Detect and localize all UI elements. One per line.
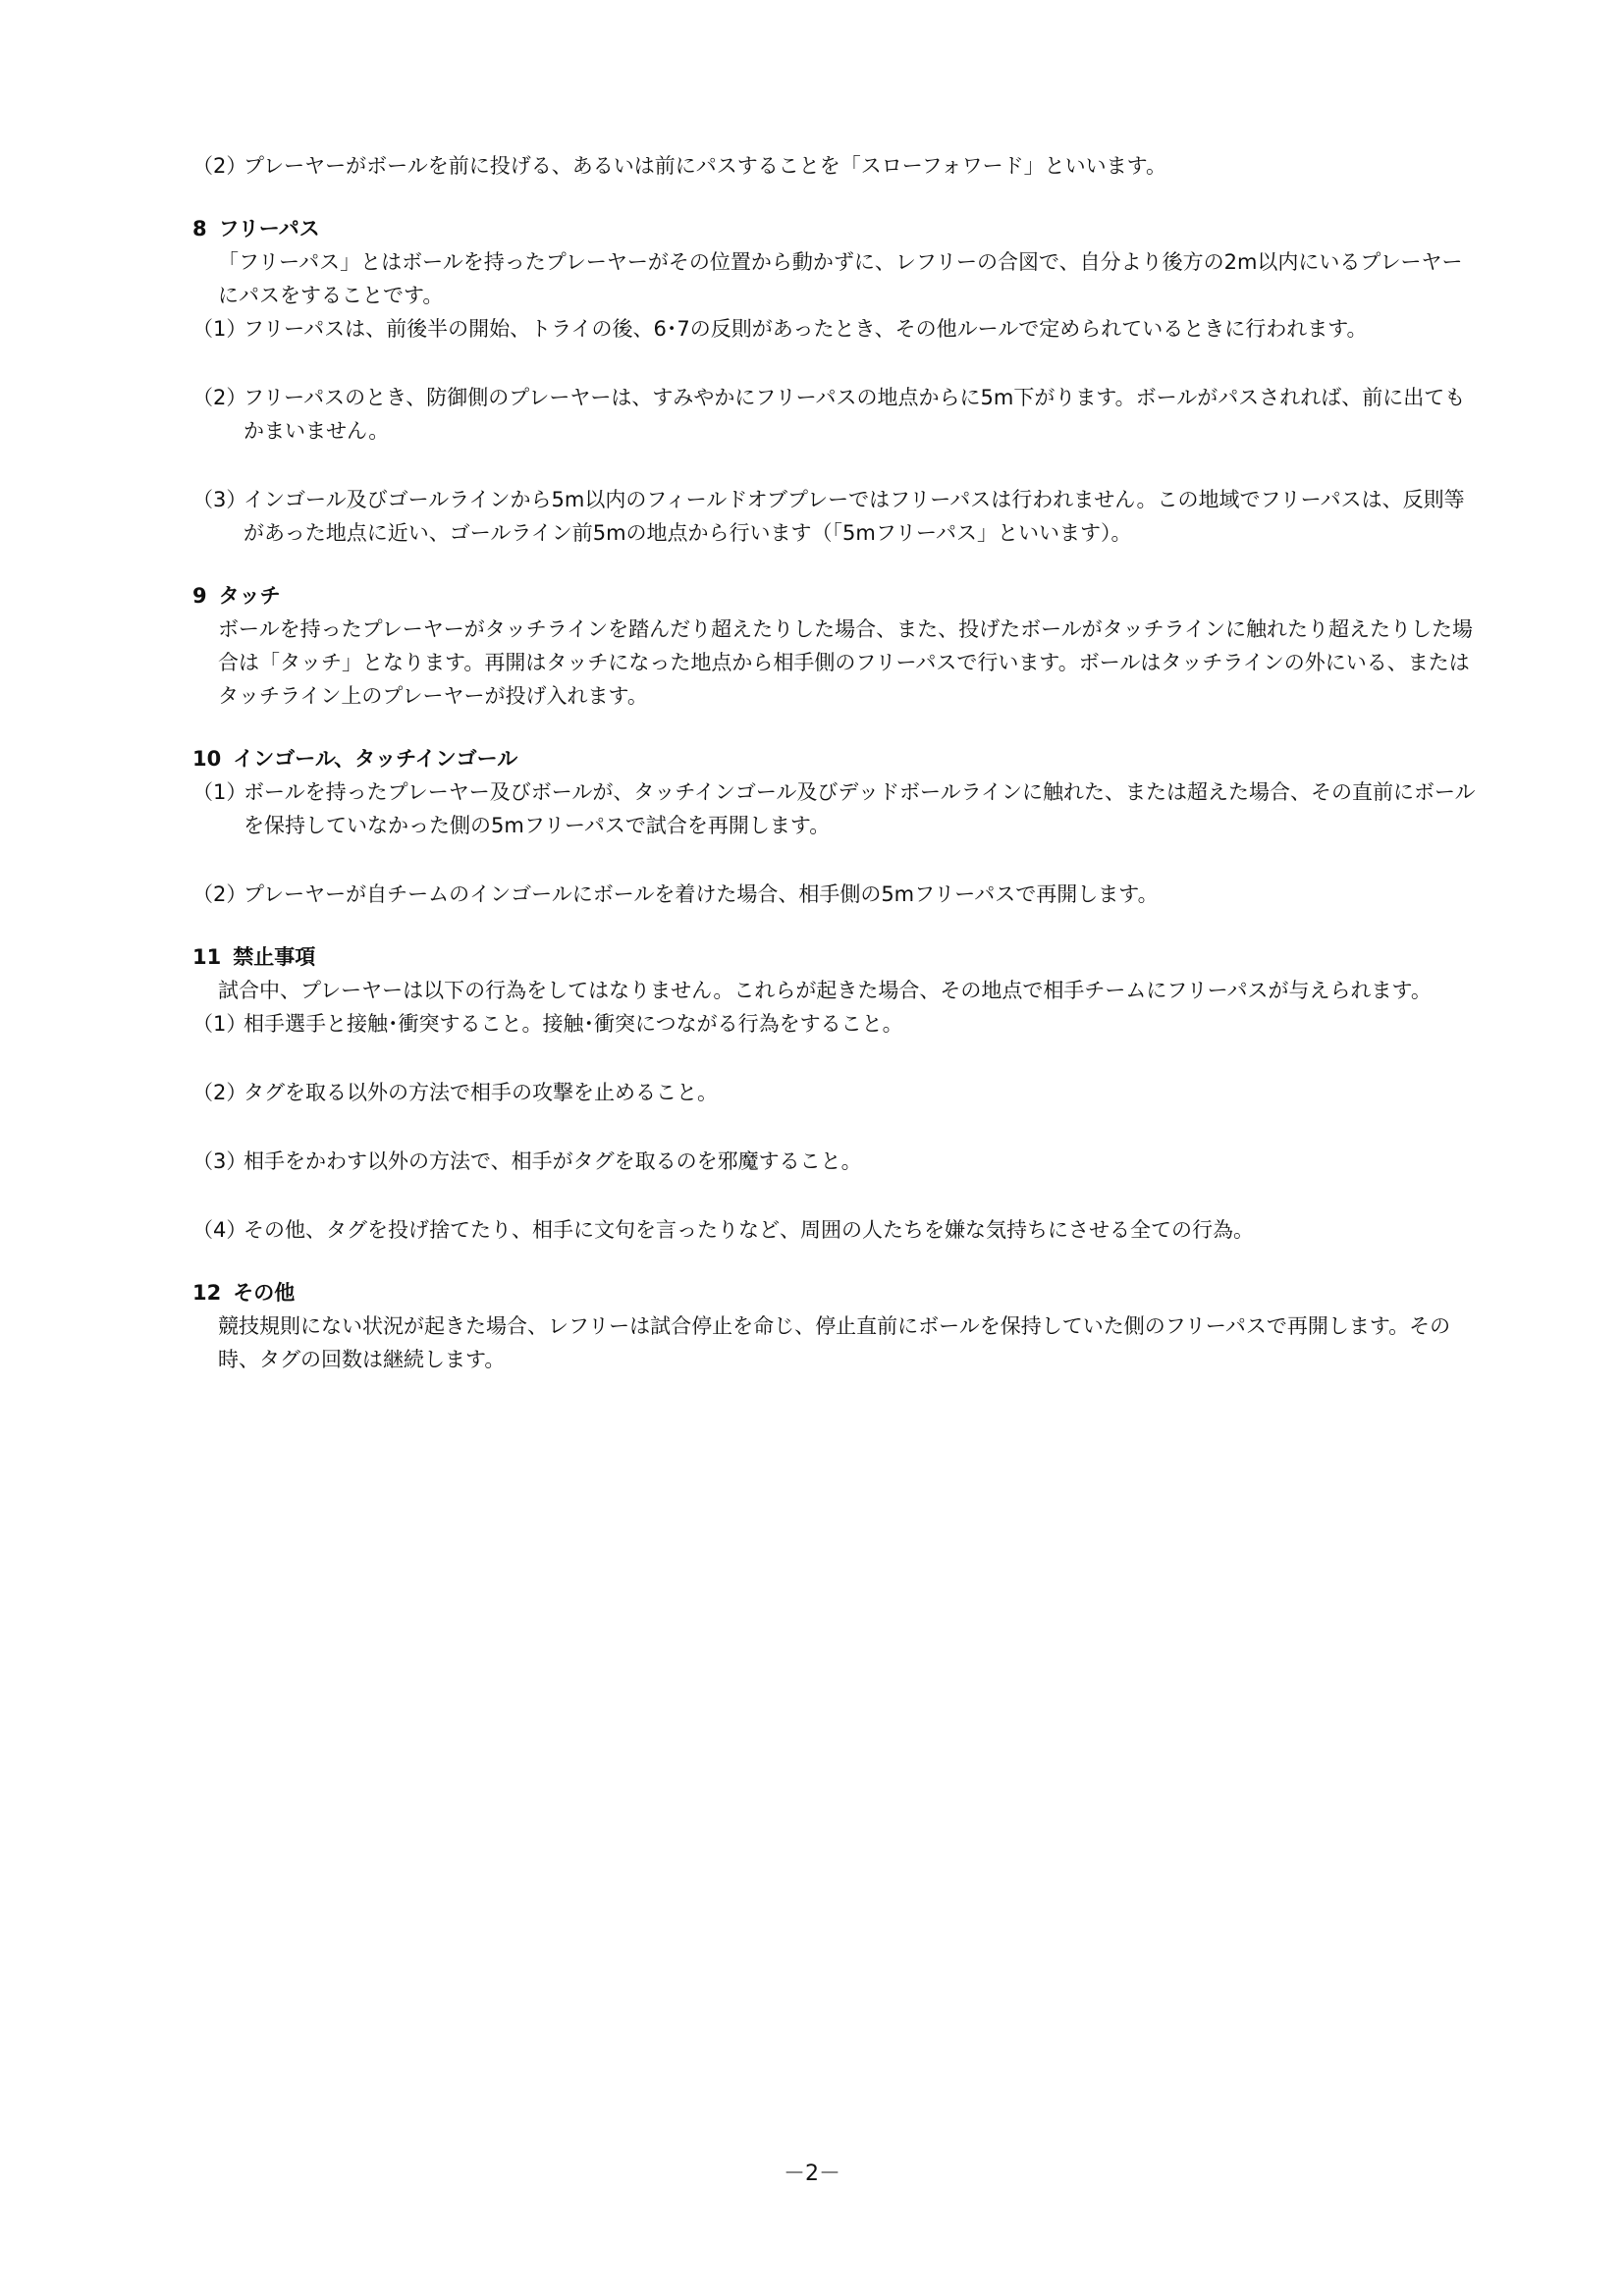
list-item <box>192 312 1479 346</box>
section-title: 禁止事項 <box>233 945 316 969</box>
section-intro: ボールを持ったプレーヤーがタッチラインを踏んだり超えたりした場合、また、投げたボールがタッチラインに触れたり超えたりした場合は「タッチ」となります。再開はタッチになった地点から相手側のフリーパスで行います。ボールはタッチラインの外にいる、またはタッチライン上のプレーヤーが投げ入れます。 <box>218 617 1474 708</box>
section-title: インゴール、タッチインゴール <box>233 747 518 771</box>
item-text: プレーヤーがボールを前に投げる、あるいは前にパスすることを「スローフォワード」といいます。 <box>244 154 1166 178</box>
item-text: インゴール及びゴールラインから5m以内のフィールドオブプレーではフリーパスは行われません。この地域でフリーパスは、反則等があった地点に近い、ゴールライン前5mの地点から行います（「5mフリーパス」といいます）。 <box>244 488 1465 545</box>
item-text: その他、タグを投げ捨てたり、相手に文句を言ったりなど、周囲の人たちを嫌な気持ちにさせる全ての行為。 <box>244 1218 1254 1242</box>
intro-list-item <box>192 149 1479 183</box>
section-intro: 競技規則にない状況が起きた場合、レフリーは試合停止を命じ、停止直前にボールを保持していた側のフリーパスで再開します。その時、タグの回数は継続します。 <box>218 1314 1451 1371</box>
section-title: その他 <box>233 1281 296 1305</box>
section-intro: 試合中、プレーヤーは以下の行為をしてはなりません。これらが起きた場合、その地点で相手チームにフリーパスが与えられます。 <box>218 979 1432 1002</box>
section-number: 8 <box>192 217 207 240</box>
section-heading-12 <box>192 1276 1479 1309</box>
section-title: フリーパス <box>218 217 320 240</box>
list-item <box>192 483 1479 550</box>
item-text: 相手選手と接触･衝突すること。接触･衝突につながる行為をすること。 <box>244 1012 903 1036</box>
item-text: フリーパスのとき、防御側のプレーヤーは、すみやかにフリーパスの地点からに5m下がります。ボールがパスされれば、前に出てもかまいません。 <box>244 386 1466 443</box>
item-text: 相手をかわす以外の方法で、相手がタグを取るのを邪魔すること。 <box>244 1149 862 1173</box>
item-number: （3） <box>192 1149 247 1173</box>
list-item <box>192 1007 1479 1041</box>
item-number: （2） <box>192 154 247 178</box>
list-item <box>192 1076 1479 1109</box>
section-number: 12 <box>192 1281 222 1305</box>
document-body <box>192 149 1479 1376</box>
item-text: プレーヤーが自チームのインゴールにボールを着けた場合、相手側の5mフリーパスで再開します。 <box>244 882 1159 906</box>
list-item <box>192 381 1479 448</box>
item-number: （2） <box>192 882 247 906</box>
section-number: 9 <box>192 584 207 608</box>
item-number: （1） <box>192 780 247 804</box>
section-intro: 「フリーパス」とはボールを持ったプレーヤーがその位置から動かずに、レフリーの合図で、自分より後方の2m以内にいるプレーヤーにパスをすることです。 <box>218 250 1463 307</box>
section-heading-10 <box>192 742 1479 775</box>
item-number: （1） <box>192 317 247 341</box>
list-item <box>192 878 1479 911</box>
item-text: タグを取る以外の方法で相手の攻撃を止めること。 <box>244 1081 718 1104</box>
item-number: （4） <box>192 1218 247 1242</box>
section-heading-9 <box>192 579 1479 613</box>
section-number: 10 <box>192 747 222 771</box>
item-text: ボールを持ったプレーヤー及びボールが、タッチインゴール及びデッドボールラインに触れた、または超えた場合、その直前にボールを保持していなかった側の5mフリーパスで試合を再開します。 <box>244 780 1476 837</box>
list-item <box>192 1145 1479 1178</box>
item-number: （1） <box>192 1012 247 1036</box>
page-number: －2－ <box>784 2162 840 2186</box>
item-number: （3） <box>192 488 247 511</box>
item-number: （2） <box>192 1081 247 1104</box>
section-heading-8 <box>192 212 1479 245</box>
section-title: タッチ <box>218 584 281 608</box>
section-heading-11 <box>192 940 1479 974</box>
list-item <box>192 1213 1479 1247</box>
section-number: 11 <box>192 945 222 969</box>
item-text: フリーパスは、前後半の開始、トライの後、6･7の反則があったとき、その他ルールで定められているときに行われます。 <box>244 317 1368 341</box>
item-number: （2） <box>192 386 247 409</box>
list-item <box>192 775 1479 842</box>
